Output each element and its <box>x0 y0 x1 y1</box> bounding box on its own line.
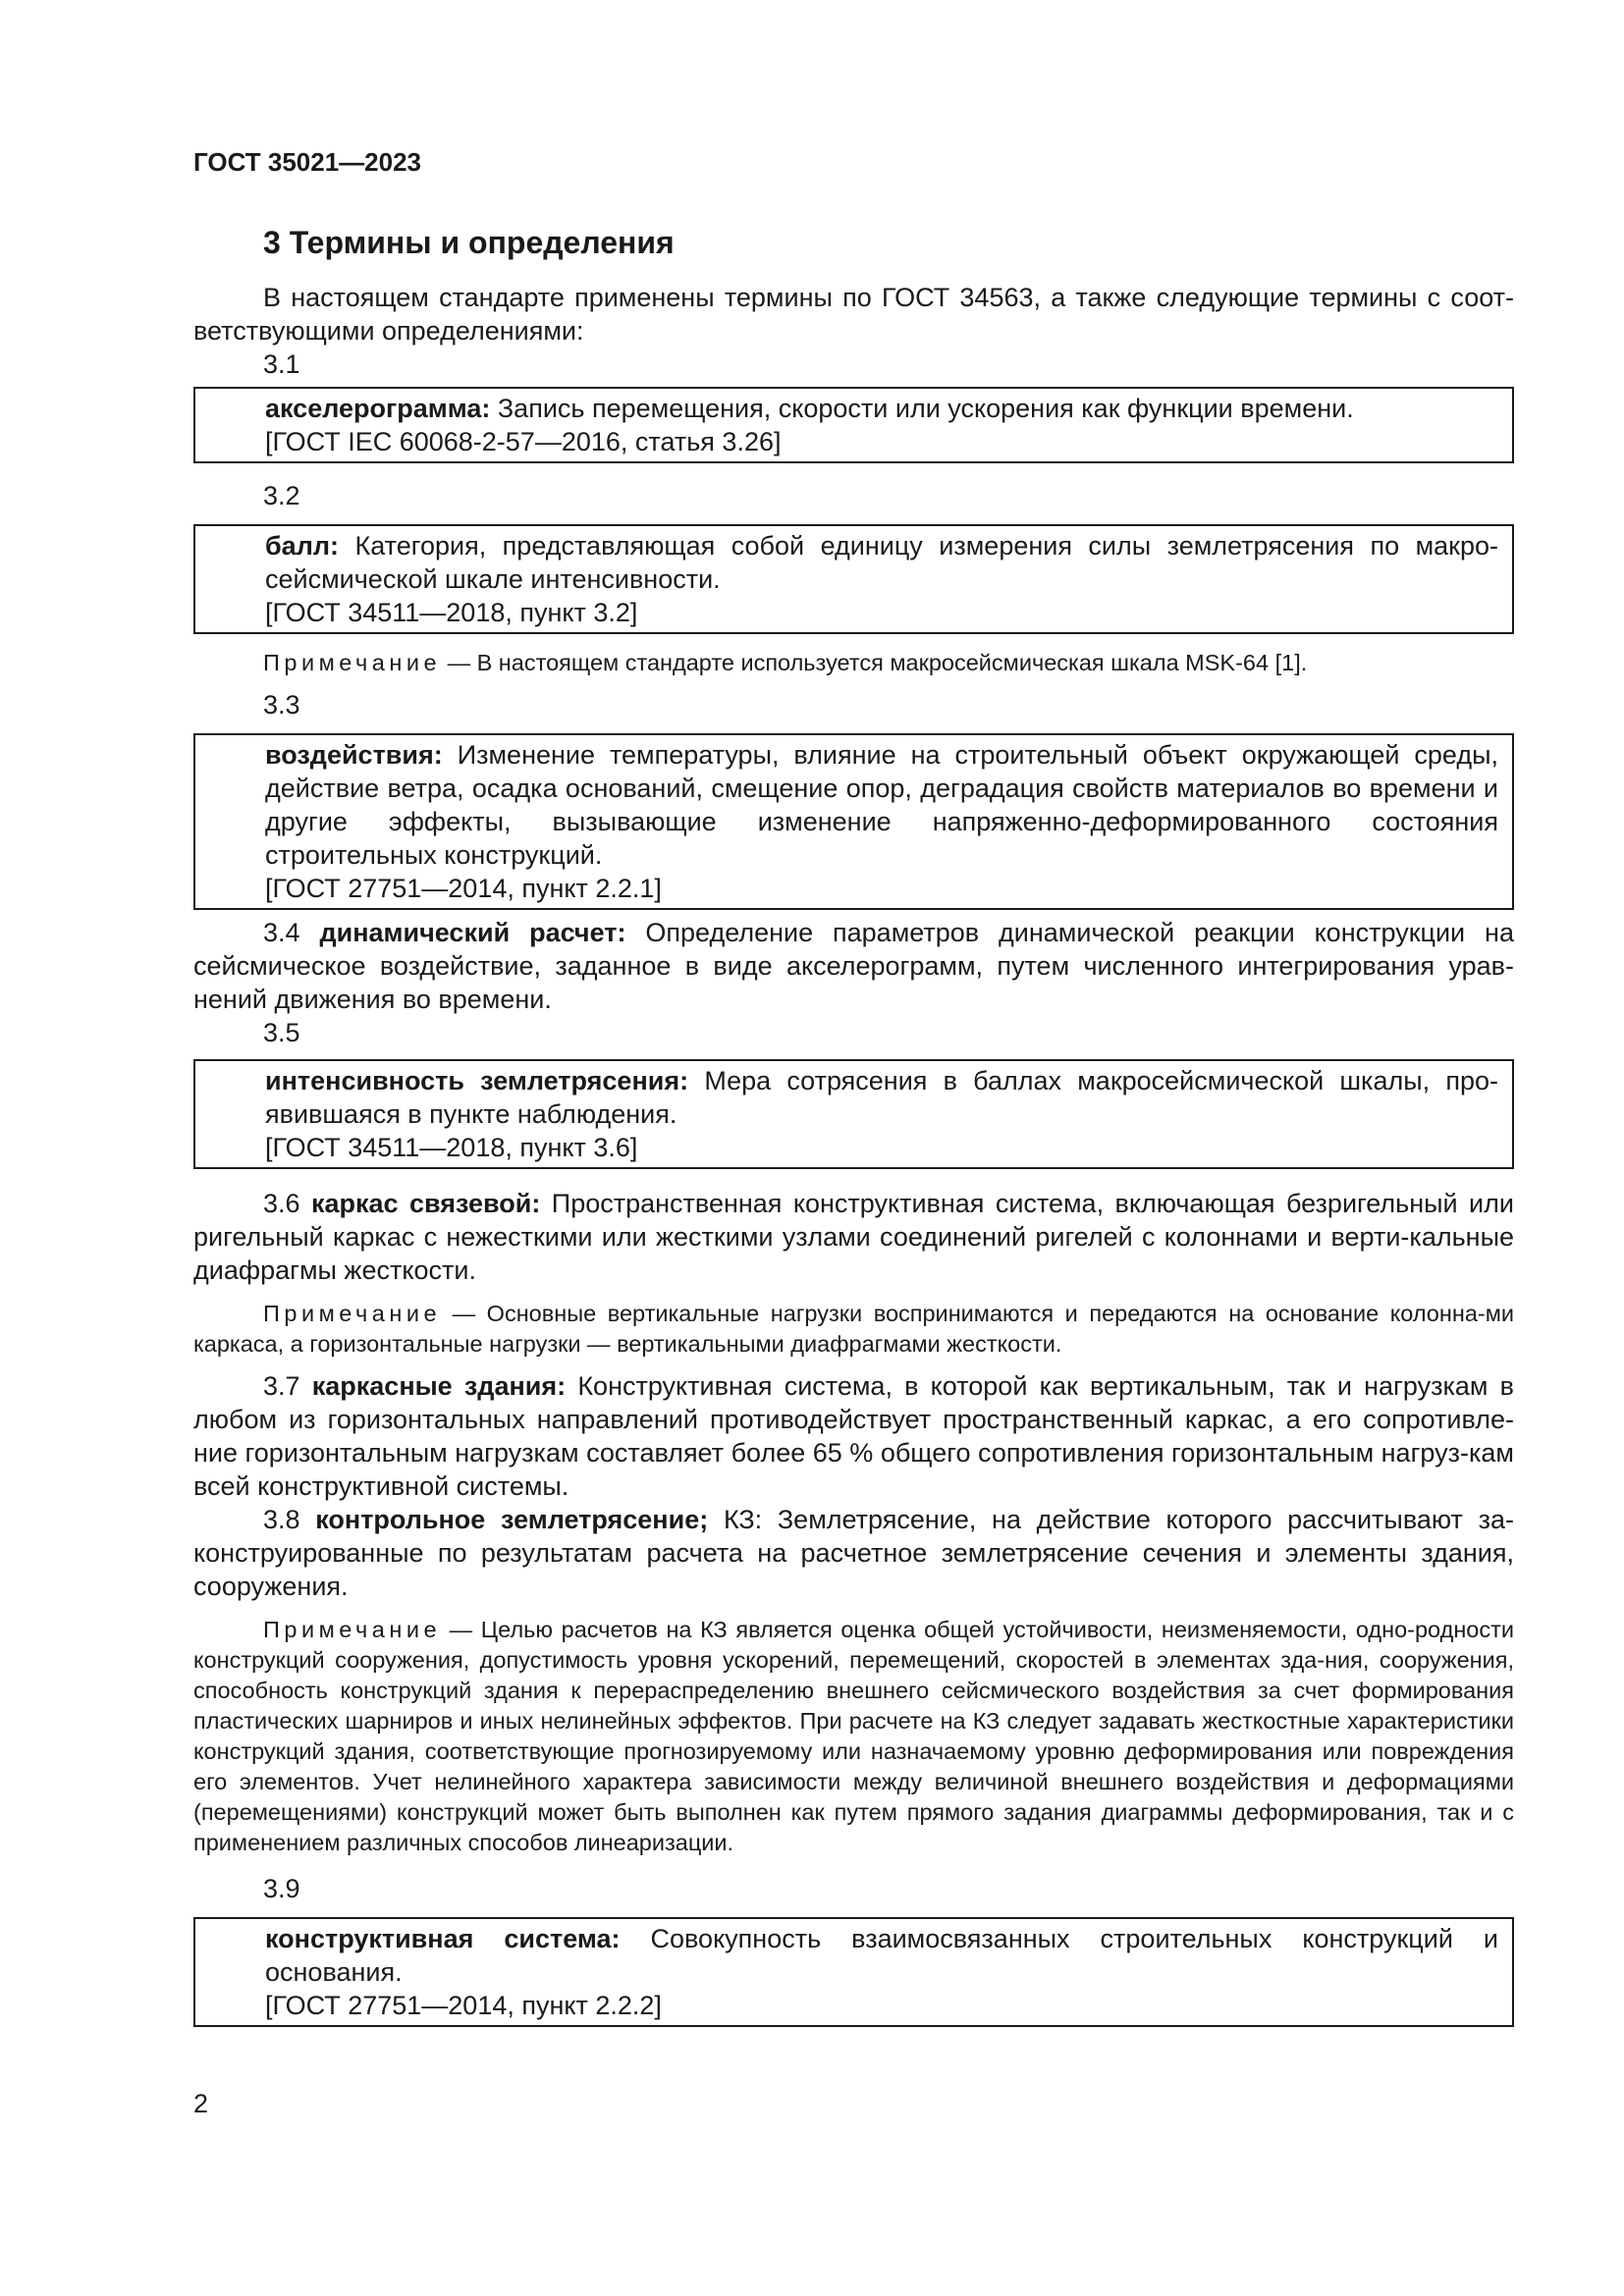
term-text: КЗ: Землетрясение, на действие которого рассчитывают за-конструированные по результатам расчета на расчетное землетрясение сечения и элементы здания, сооружения. <box>193 1505 1514 1601</box>
term-text: Совокупность взаимосвязанных строительных конструкций и основания. <box>265 1924 1498 1987</box>
term-definition <box>265 529 1498 596</box>
term-paragraph <box>193 916 1514 1016</box>
term-source: [ГОСТ 27751—2014, пункт 2.2.1] <box>265 874 662 903</box>
note-label: Примечание <box>263 1617 442 1642</box>
term-name: каркасные здания: <box>311 1371 567 1401</box>
term-box <box>193 1059 1514 1169</box>
term-source: [ГОСТ IEC 60068-2-57—2016, статья 3.26] <box>265 427 782 456</box>
term-number: 3.4 <box>263 918 300 947</box>
term-name: воздействия: <box>265 740 443 770</box>
term-number: 3.2 <box>263 481 300 510</box>
section-title: 3 Термины и определения <box>263 225 675 260</box>
term-text: Изменение температуры, влияние на строительный объект окружающей среды, действие ветра, осадка оснований, смещение опор, деградация свойств материалов во времени и другие эффекты, вызывающие изменение напряженно-деформированного состояния строительных конструкций. <box>265 740 1498 870</box>
term-source: [ГОСТ 34511—2018, пункт 3.2] <box>265 598 638 627</box>
term-box <box>193 524 1514 634</box>
term-name: каркас связевой: <box>310 1189 541 1218</box>
term-definition <box>265 1064 1498 1131</box>
term-number: 3.1 <box>263 349 300 379</box>
term-number: 3.5 <box>263 1018 300 1047</box>
term-name: конструктивная система: <box>265 1924 621 1953</box>
term-paragraph <box>193 1369 1514 1503</box>
term-paragraph <box>193 1187 1514 1287</box>
intro-paragraph: В настоящем стандарте применены термины по ГОСТ 34563, а также следующие термины с соот-ветствующими определениями: <box>193 283 1514 346</box>
term-box <box>193 387 1514 463</box>
note-label: Примечание <box>263 1301 442 1326</box>
term-definition <box>265 738 1498 872</box>
term-name: балл: <box>265 531 339 561</box>
term-source: [ГОСТ 27751—2014, пункт 2.2.2] <box>265 1991 662 2020</box>
term-number: 3.7 <box>263 1371 300 1401</box>
note-text: — Основные вертикальные нагрузки воспринимаются и передаются на основание колонна-ми каркаса, а горизонтальные нагрузки — вертикальными диафрагмами жесткости. <box>193 1301 1515 1357</box>
term-note <box>193 648 1514 678</box>
term-text: Пространственная конструктивная система, включающая безригельный или ригельный каркас с нежесткими или жесткими узлами соединений ригелей с колоннами и верти-кальные диафрагмы жесткости. <box>193 1189 1514 1285</box>
term-name: контрольное землетрясение; <box>315 1505 709 1534</box>
term-name: динамический расчет: <box>319 918 626 947</box>
term-note <box>193 1299 1514 1360</box>
term-text: Категория, представляющая собой единицу измерения силы землетрясения по макро-сейсмической шкале интенсивности. <box>265 531 1498 594</box>
term-note <box>193 1615 1514 1858</box>
term-box <box>193 1917 1514 2027</box>
note-label: Примечание <box>263 650 442 675</box>
term-number: 3.6 <box>263 1189 300 1218</box>
note-text: — Целью расчетов на КЗ является оценка общей устойчивости, неизменяемости, одно-родности конструкций сооружения, допустимость уровня ускорений, перемещений, скоростей в элементах зда-ния, сооружения, способность конструкций здания к перераспределению внешнего сейсмического воздействия за счет формирования пластических шарниров и иных нелинейных эффектов. При расчете на КЗ следует задавать жесткостные характеристики конструкций здания, соответствующие прогнозируемому или назначаемому уровню деформирования или повреждения его элементов. Учет нелинейного характера зависимости между величиной внешнего воздействия и деформациями (перемещениями) конструкций может быть выполнен как путем прямого задания диаграммы деформирования, так и с применением различных способов линеаризации. <box>193 1617 1515 1855</box>
document-code: ГОСТ 35021—2023 <box>193 147 421 177</box>
term-box <box>193 733 1514 910</box>
page-number: 2 <box>193 2089 209 2118</box>
term-number: 3.9 <box>263 1874 300 1903</box>
term-text: Конструктивная система, в которой как вертикальным, так и нагрузкам в любом из горизонтальных направлений противодействует пространственный каркас, а его сопротивле-ние горизонтальным нагрузкам составляет более 65 % общего сопротивления горизонтальным нагруз-кам всей конструктивной системы. <box>193 1371 1514 1501</box>
term-text: Определение параметров динамической реакции конструкции на сейсмическое воздействие, заданное в виде акселерограмм, путем численного интегрирования урав-нений движения во времени. <box>193 918 1514 1014</box>
term-number: 3.8 <box>263 1505 300 1534</box>
term-definition <box>265 392 1498 425</box>
term-number: 3.3 <box>263 690 300 720</box>
term-text: Запись перемещения, скорости или ускорения как функции времени. <box>497 394 1354 423</box>
term-definition <box>265 1922 1498 1989</box>
term-paragraph <box>193 1503 1514 1603</box>
term-text: Мера сотрясения в баллах макросейсмической шкалы, про-явившаяся в пункте наблюдения. <box>265 1066 1498 1129</box>
term-source: [ГОСТ 34511—2018, пункт 3.6] <box>265 1133 638 1162</box>
terms-content <box>193 281 1514 2027</box>
term-name: акселерограмма: <box>265 394 491 423</box>
term-name: интенсивность землетрясения: <box>265 1066 689 1095</box>
note-text: — В настоящем стандарте используется макросейсмическая шкала MSK-64 [1]. <box>447 650 1308 675</box>
